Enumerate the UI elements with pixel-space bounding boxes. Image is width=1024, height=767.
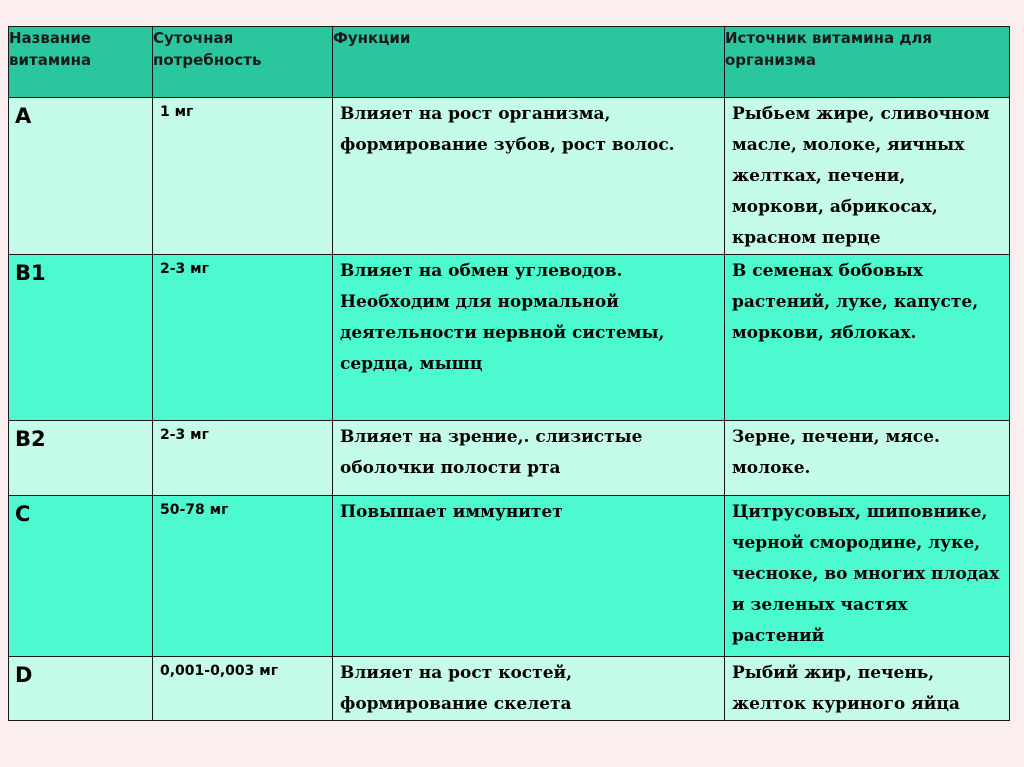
table-row bbox=[9, 421, 1010, 496]
table-row bbox=[9, 255, 1010, 421]
header-source: Источник витамина для организма bbox=[725, 27, 1010, 98]
vitamin-function: Влияет на зрение,. слизистые оболочки полости рта bbox=[333, 421, 725, 496]
vitamin-dose: 2-3 мг bbox=[153, 421, 333, 496]
table-row bbox=[9, 496, 1010, 657]
vitamin-source: В семенах бобовых растений, луке, капусте, моркови, яблоках. bbox=[725, 255, 1010, 421]
table-row bbox=[9, 98, 1010, 255]
table-row bbox=[9, 657, 1010, 721]
vitamin-dose: 1 мг bbox=[153, 98, 333, 255]
header-name: Название витамина bbox=[9, 27, 153, 98]
vitamins-table bbox=[8, 26, 1010, 721]
vitamin-name: D bbox=[9, 657, 153, 721]
vitamin-source: Рыбьем жире, сливочном масле, молоке, яичных желтках, печени, моркови, абрикосах, красном перце bbox=[725, 98, 1010, 255]
vitamin-function: Повышает иммунитет bbox=[333, 496, 725, 657]
vitamin-function: Влияет на обмен углеводов. Необходим для нормальной деятельности нервной системы, сердца, мышц bbox=[333, 255, 725, 421]
vitamin-dose: 0,001-0,003 мг bbox=[153, 657, 333, 721]
vitamin-name: A bbox=[9, 98, 153, 255]
vitamin-source: Зерне, печени, мясе. молоке. bbox=[725, 421, 1010, 496]
vitamin-source: Рыбий жир, печень, желток куриного яйца bbox=[725, 657, 1010, 721]
vitamin-dose: 2-3 мг bbox=[153, 255, 333, 421]
vitamin-name: B1 bbox=[9, 255, 153, 421]
vitamin-dose: 50-78 мг bbox=[153, 496, 333, 657]
header-function: Функции bbox=[333, 27, 725, 98]
vitamin-function: Влияет на рост организма, формирование зубов, рост волос. bbox=[333, 98, 725, 255]
vitamin-name: C bbox=[9, 496, 153, 657]
vitamin-source: Цитрусовых, шиповнике, черной смородине, луке, чесноке, во многих плодах и зеленых частях растений bbox=[725, 496, 1010, 657]
vitamin-name: B2 bbox=[9, 421, 153, 496]
header-dose: Суточная потребность bbox=[153, 27, 333, 98]
table-header-row bbox=[9, 27, 1010, 98]
vitamin-function: Влияет на рост костей, формирование скелета bbox=[333, 657, 725, 721]
